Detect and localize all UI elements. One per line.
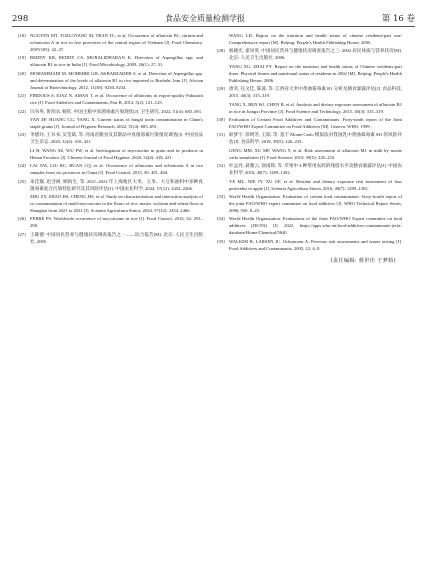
reference-number (18, 147, 30, 161)
reference-number: [23] (18, 132, 26, 138)
reference-entry (18, 215, 203, 229)
reference-number: [26] (18, 216, 26, 222)
reference-entry (18, 178, 203, 192)
reference-text: LI H, WANG SZ, WU FW, et al. Investigation of mycotoxins in grain and its products in Henan Province [J]. Chinese Journal of Food Hygiene, 2020, 32(4): 418–421. (30, 147, 203, 160)
reference-text: WANG LD. Report on the nutrition and health status of chinese residents-part one: Comprehensive report [M]. Beijing: People's Health Publishing House, 2005. (229, 33, 402, 46)
reference-number: [33] (217, 193, 225, 199)
reference-entry (18, 54, 203, 68)
reference-entry (18, 108, 203, 115)
reference-entry (217, 178, 402, 192)
reference-text: YAN ZF, HUANG CG, YANG X. Current status of fungal toxin contamination in China's staple grains [J]. Journal of Hygiene Research, 2022, 51(4): 685–691. (30, 117, 203, 130)
reference-number (217, 63, 229, 84)
reference-number: [25] (18, 178, 26, 184)
reference-number: [32] (217, 163, 225, 169)
page-header (12, 8, 415, 27)
reference-columns (18, 32, 415, 264)
reference-entry (217, 215, 402, 236)
reference-number: [31] (217, 132, 225, 138)
reference-number (217, 147, 229, 161)
reference-entry (217, 131, 402, 145)
reference-entry (217, 162, 402, 176)
reference-text: MOHAMMADI M, MOHEBBI GH, AKBARZADEH S, et al. Detection of Aspergillus spp. and determination of the levels of aflatoxin B1 in rice imported to Bushehr, Iran [J]. African Journal of Biotechnology, 2012, 11(38): 9230–9234. (30, 70, 203, 90)
reference-text: 李德玲, 王书书, 吴莹斌, 等. 河南省粮食及其制品中真菌毒素污染情况调查[J]. 中国食品卫生杂志, 2020, 32(4): 418–421. (30, 132, 203, 145)
reference-text: TANG X, REN WJ, CHEN B, et al. Analysis and dietary exposure assessment of aflatoxin B1 in rice in Jiangxi Province [J]. Food Science and Technology, 2015, 40(3): 315–319. (229, 101, 402, 114)
reference-text: YANG XG, ZHAI FY. Report on the nutrition and health status of Chinese residents-part three: Physical fitness and nutritional status of residents in 2002 [M]. Beijing: People's Health Publishing House, 2006. (229, 63, 402, 83)
reference-number (217, 32, 229, 46)
reference-number: [35] (217, 238, 225, 244)
reference-text: 闫书英, 黄青雨, 杨钦. 中国主粮中真菌毒素污染现状[J]. 卫生研究, 2022, 51(4): 685–691. (30, 108, 203, 114)
reference-text: ZHU ZY, ZHAO HS, CHENG HS, et al. Study on characterization and interaction analysis of co-contamination of multi-mycotoxins in the flours of rice, maize, soybean and wheat flour in Shanghai from 2021 to 2022 [J]. Scientia Agricultura Sinica, 2024, 57(12): 2454–2466. (30, 193, 203, 214)
reference-text: LAI XW, LIU RC, RUAN CQ, et al. Occurrence of aflatoxins and ochratoxin A in rice samples from six provinces in China [J]. Food Control, 2015, 50: 401–404. (30, 163, 203, 176)
reference-list-right (217, 32, 402, 252)
reference-number: [27] (18, 231, 26, 237)
reference-text: REDDY KR, REDDY CS, MURALIDHARAN K. Detection of Aspergillus spp. and aflatoxin B1 in rice in India [J]. Food Microbiology, 2009, 26(1): 27–31. (30, 55, 203, 68)
reference-text: GENG MM, XU MF, WANG Y, et al. Risk assessment of aflatoxin M1 in milk by monte carlo simulation [J]. Food Science, 2018, 39(5): 226–233. (229, 147, 402, 160)
reference-entry (18, 131, 203, 145)
reference-number: [18] (18, 33, 26, 38)
reference-number (217, 101, 229, 115)
reference-entry (18, 70, 203, 91)
reference-number (18, 193, 30, 214)
reference-text: Evaluation of Certain Food Additives and Contaminants. Forty-ninth report of the Joint FAO/WHO Expert Committee on Food Additives [M]. Geneva: WHO, 1999. (229, 117, 402, 130)
reference-text: FIRDOUS S, EJAZ N, AMAN T, et al. Occurrence of aflatoxins in export-quality Pakistani rice [J]. Food Additives and Contaminants, Part B, 2012, 5(2): 121–125. (30, 93, 203, 106)
reference-text: 唐笑, 任文佳, 陈波, 等. 江西省大米中黄曲霉毒素 B1 分析及膳食暴露评估[J]. 食品科技, 2015, 40(3): 315–319. (229, 86, 402, 99)
reference-number (217, 178, 229, 192)
reference-text: 朱佳敏, 赵含树, 顾海生, 等. 2021–2022 年上海地区大米、玉米、大豆和油料中多种真菌毒素复合污染特征研究及其风险评估[J]. 中国农业科学, 2024, 57(12): 2454–2466. (30, 178, 203, 191)
reference-entry (217, 85, 402, 99)
reference-entry (217, 101, 402, 115)
page-number: 298 (12, 14, 29, 24)
journal-title: 食品安全质量检测学报 (165, 14, 245, 23)
reference-text: World Health Organization. Evaluation of certain food contaminants: Sixty-fourth report of the joint FAO/WHO expert committee on food additives [J]. WHO Technical Report Series, 2006, 930: 8–25. (229, 193, 402, 214)
reference-entry (217, 32, 402, 46)
editor-note: (责任编辑: 蔡世佳 于梦娇) (330, 257, 396, 264)
reference-entry (18, 193, 203, 214)
reference-number: [29] (217, 86, 225, 92)
reference-text: 耿梦宇, 徐明芳, 王阳, 等. 基于 Monte Carlo 模拟法对我国乳中黄曲霉毒素 M1 的风险评估[J]. 食品科学, 2018, 39(5): 226–233. (229, 132, 402, 145)
reference-text: 王陇德. 中国居民营养与健康状况调查报告之一——综合报告[M]. 北京: 人民卫生出版社, 2005. (30, 231, 203, 244)
reference-entry (217, 193, 402, 214)
reference-entry (18, 162, 203, 176)
reference-number: [21] (18, 93, 26, 99)
reference-entry (217, 147, 402, 161)
reference-number: [20] (18, 70, 26, 76)
reference-text: WALKER R, LARSEN JC. Ochratoxin A: Previous risk assessments and issues arising [J]. Food Additives and Contaminants, 2005, 22: 6–9. (229, 238, 402, 251)
reference-entry (217, 63, 402, 84)
reference-entry (18, 231, 203, 245)
reference-number: [22] (18, 108, 26, 114)
reference-entry (217, 116, 402, 130)
reference-entry (18, 32, 203, 53)
reference-text: NGUYEN MT, TOZLOVANU M, TRAN TL, et al. Occurrence of aflatoxin B1, citrinin and ochratoxin A in rice in five provinces of the central region of Vietnam [J]. Food Chemistry, 2007(105): 42–47. (30, 33, 203, 53)
reference-entry (217, 47, 402, 61)
reference-number: [24] (18, 163, 26, 169)
reference-number: [30] (217, 117, 225, 122)
reference-text: YE ML, NIE JY, XU GF, et al. Residue and dietary exposure risk assessment of four pesticides in apple [J]. Scientia Agricultura Sinica, 2016, 49(7): 1289–1302. (229, 178, 402, 191)
reference-number (18, 116, 30, 130)
reference-entry (18, 147, 203, 161)
reference-entry (217, 238, 402, 252)
reference-text: 杨晓光, 翟凤英. 中国居民营养与健康状况调查报告之三: 2002 居民体质与营养状况[M]. 北京: 人民卫生出版社, 2006. (229, 48, 402, 61)
reference-number: [19] (18, 55, 26, 61)
reference-text: World Health Organization. Evaluations of the Joint FAO/WHO Expert committee on food additives (JECFA) [J]. 2022. https://apps.who.int/food-additives-contaminants-jecfa-database/Home/Chemical/5640 (229, 216, 402, 236)
reference-entry (18, 92, 203, 106)
volume-label: 第 16 卷 (381, 14, 415, 24)
reference-number: [28] (217, 48, 225, 54)
reference-number: [34] (217, 216, 225, 222)
reference-column-left (18, 32, 203, 264)
reference-entry (18, 116, 203, 130)
reference-column-right (217, 32, 402, 264)
reference-text: 叶孟亮, 聂雅云, 徐国锋, 等. 苹果中 4 种常用农药的残留水平及膳食暴露评估[J]. 中国农业科学, 2016, 49(7): 1289–1302. (229, 163, 402, 176)
reference-text: FERRE FS. Worldwide occurrence of mycotoxins in rice [J]. Food Control, 2016, 62: 291–298. (30, 216, 203, 229)
